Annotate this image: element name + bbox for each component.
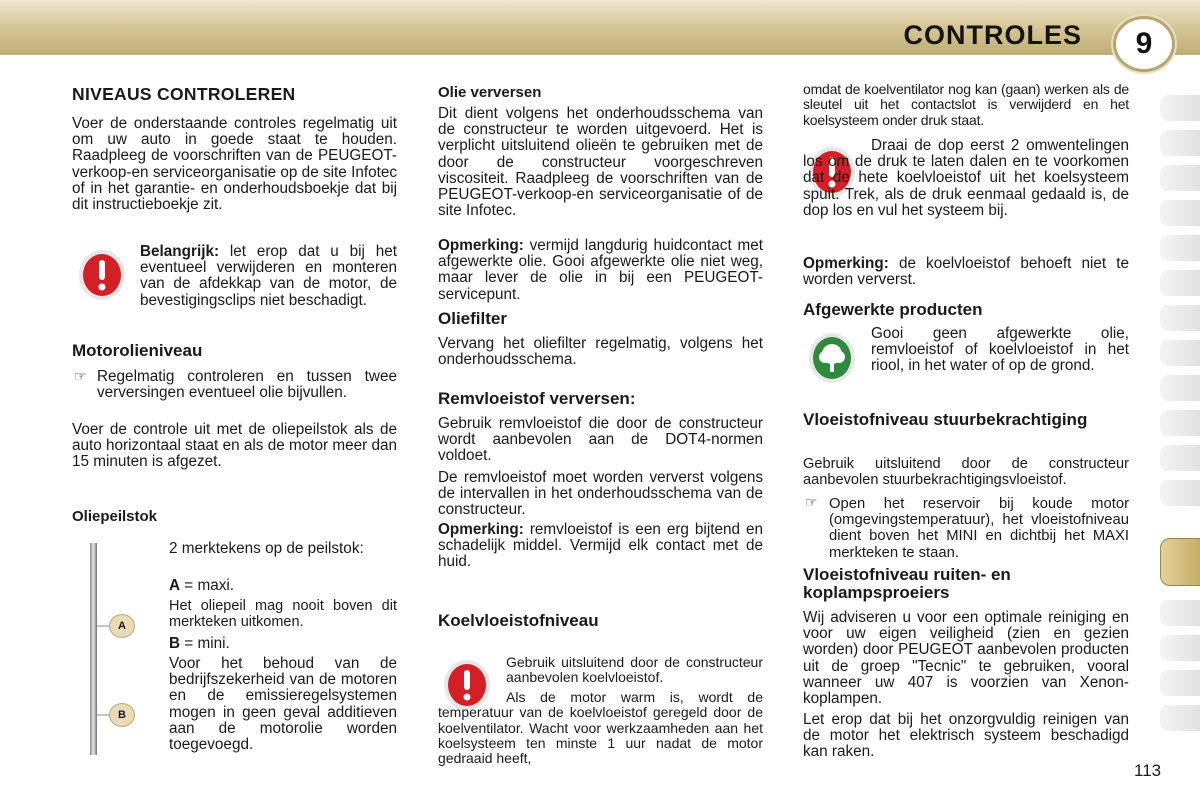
oil-dipstick-illustration [80,543,140,758]
pointing-hand-icon: ☞ [74,368,87,384]
washer-fluid-text-1: Wij adviseren u voor een optimale reiniging en voor uw eigen veiligheid (zien en gezien worden) door PEUGEOT aanbevolen producten uit de groep "Tecnic" te gebruiken, vooral wanneer uw 407 is voorzien van Xenon-koplampen. [803,609,1129,708]
side-tab[interactable] [1160,670,1200,696]
oil-filter-heading: Oliefilter [438,309,507,328]
mark-b-badge: B [109,703,135,727]
coolant-continued-text: omdat de koelventilator nog kan (gaan) werken als de sleutel uit het contactslot is verwijderd en het koelsysteem onder druk staat. [803,81,1129,128]
brake-fluid-text-1: Gebruik remvloeistof die door de constructeur wordt aanbevolen aan de DOT4-normen voldoet. [438,415,763,465]
oil-change-note [438,238,763,303]
side-tab[interactable] [1160,635,1200,661]
motor-oil-bullet: Regelmatig controleren en tussen twee verversingen eventueel olie bijvullen. [97,368,397,402]
oil-change-text: Dit dient volgens het onderhoudsschema van de constructeur te worden uitgevoerd. Het is verplicht uitsluitend olieën te gebruiken met de door de constructeur voorgeschreven viscositeit. Raadpleeg de voorschriften van de PEUGEOT-verkoop-en serviceorganisatie of de site Infotec. [438,105,763,220]
oil-filter-text: Vervang het oliefilter regelmatig, volgens het onderhoudsschema. [438,335,763,369]
important-text: let erop dat u bij het eventueel verwijderen en monteren van de afdekkap van de motor, de bevestigingsclips niet beschadigt. [140,243,397,309]
cap-note [803,256,1129,288]
side-tab[interactable] [1160,375,1200,401]
pointing-hand-icon: ☞ [805,494,818,510]
motor-oil-heading: Motorolieniveau [72,341,203,360]
dipstick-text-1: 2 merktekens op de peilstok: [169,540,364,557]
mark-a-text: = maxi. [180,577,235,594]
page-header [0,0,1200,62]
oil-change-heading: Olie verversen [438,84,542,101]
washer-fluid-text-2: Let erop dat bij het onzorgvuldig reinigen van de motor het elektrisch systeem beschadigd kan raken. [803,711,1129,761]
power-steering-text: Gebruik uitsluitend door de constructeur aanbevolen stuurbekrachtigingsvloeistof. [803,456,1129,489]
mark-a-label: A [169,577,181,594]
side-tab[interactable] [1160,165,1200,191]
waste-products-text: Gooi geen afgewerkte olie, remvloeistof of koelvloeistof in het riool, in het water of op de grond. [871,325,1129,375]
coolant-text-2: Als de motor warm is, wordt de temperatuur van de koelvloeistof geregeld door de koelventilator. Wacht voor werkzaamheden aan het koelsysteem ten minste 1 uur nadat de motor gedraaid heeft, [438,689,763,767]
brake-note-text: remvloeistof is een erg bijtend en schadelijk middel. Vermijd elk contact met de huid. [438,521,763,571]
side-tab[interactable] [1160,200,1200,226]
coolant-heading: Koelvloeistofniveau [438,611,599,630]
side-tab[interactable] [1160,705,1200,731]
section-title: NIVEAUS CONTROLEREN [72,84,296,104]
important-note [140,244,397,309]
washer-fluid-heading: Vloeistofniveau ruiten- en koplampsproeiers [803,565,1011,602]
cap-text: Draai de dop eerst 2 omwentelingen los om de druk te laten dalen en te voorkomen dat de hete koelvloeistof uit het koelsysteem spuit. Trek, als de druk eenmaal gedaald is, de dop los en vul het systeem bij. [803,137,1129,219]
brake-fluid-text-2: De remvloeistof moet worden ververst volgens de intervallen in het onderhoudsschema van de constructeur. [438,469,763,519]
note-label: Opmerking: [803,255,889,272]
power-steering-bullet: Open het reservoir bij koude motor (omgevingstemperatuur), het vloeistofniveau dient boven het MINI en dichtbij het MAXI merkteken te staan. [829,496,1129,561]
coolant-text-1: Gebruik uitsluitend door de constructeur aanbevolen koelvloeistof. [506,654,763,686]
waste-products-heading: Afgewerkte producten [803,300,983,319]
side-tab[interactable] [1160,445,1200,471]
mark-a-badge: A [109,614,135,638]
oil-note-text: vermijd langdurig huidcontact met afgewerkte olie. Gooi afgewerkte olie niet weg, maar lever de olie in bij een PEUGEOT-servicepunt. [438,237,763,303]
page-number: 113 [1134,761,1162,780]
dipstick-text-3: Voor het behoud van de bedrijfszekerheid van de motoren en de emissieregelsystemen mogen in geen geval additieven aan de motorolie worden toegevoegd. [169,655,397,754]
note-label: Opmerking: [438,237,524,254]
dipstick-max [169,578,397,594]
brake-fluid-note [438,522,763,571]
side-tab[interactable] [1160,410,1200,436]
side-tab[interactable] [1160,340,1200,366]
dipstick-heading: Oliepeilstok [72,508,158,525]
note-label: Opmerking: [438,521,524,538]
chapter-title: CONTROLES [903,20,1082,50]
important-label: Belangrijk: [140,243,220,260]
mark-b-text: = mini. [180,635,230,652]
mark-b-label: B [169,635,181,652]
brake-fluid-heading: Remvloeistof verversen: [438,389,636,408]
warning-exclamation-icon [78,249,126,301]
side-tab[interactable] [1160,95,1200,121]
side-tab-active[interactable] [1160,538,1200,586]
cap-note-text: de koelvloeistof behoeft niet te worden ververst. [803,255,1129,289]
side-tab[interactable] [1160,235,1200,261]
dipstick-text-2: Het oliepeil mag nooit boven dit merkteken uitkomen. [169,598,397,630]
side-tab[interactable] [1160,130,1200,156]
coolant-text-2-wrap [438,690,763,766]
chapter-number-badge: 9 [1113,16,1175,72]
dipstick-min [169,636,397,652]
power-steering-heading: Vloeistofniveau stuurbekrachtiging [803,410,1088,429]
tree-recycle-icon [808,332,856,384]
intro-paragraph: Voer de onderstaande controles regelmatig uit om uw auto in goede staat te houden. Raadpleeg de voorschriften van de PEUGEOT-verkoop-en serviceorganisatie op de site Infotec of in het garantie- en onderhoudsboekje dat bij dit instructieboekje zit. [72,115,397,214]
side-tab[interactable] [1160,305,1200,331]
motor-oil-text: Voer de controle uit met de oliepeilstok als de auto horizontaal staat en als de motor meer dan 15 minuten is afgezet. [72,421,397,471]
side-tab[interactable] [1160,270,1200,296]
side-tab[interactable] [1160,600,1200,626]
side-tab[interactable] [1160,480,1200,506]
continued-wrap [803,82,1129,128]
